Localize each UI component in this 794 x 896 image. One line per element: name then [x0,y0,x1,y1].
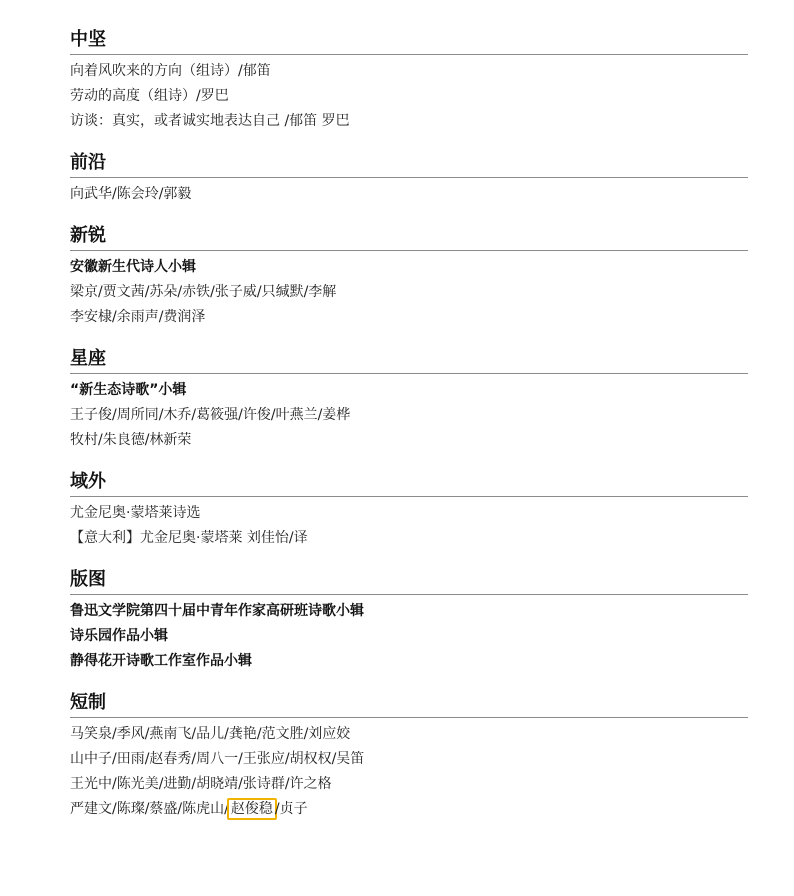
toc-section [70,347,748,453]
toc-entry[interactable]: 梁京/贾文茜/苏朵/赤铁/张子威/只缄默/李解 [70,284,337,300]
subsection-title[interactable]: 静得花开诗歌工作室作品小辑 [70,653,252,669]
entry-text-before: 严建文/陈璨/蔡盛/陈虎山/ [70,801,229,817]
section-heading: 版图 [70,568,748,595]
toc-section [70,151,748,207]
toc-section [70,224,748,330]
toc-section [70,470,748,551]
toc-entry[interactable]: 劳动的高度（组诗）/罗巴 [70,88,229,104]
subsection-title[interactable]: 鲁迅文学院第四十届中青年作家高研班诗歌小辑 [70,603,364,619]
highlighted-name[interactable]: 赵俊稳 [227,798,277,820]
toc-entry[interactable]: 李安棣/余雨声/费润泽 [70,309,206,325]
table-of-contents [70,28,748,839]
toc-entry[interactable]: 访谈：真实，或者诚实地表达自己 /郁笛 罗巴 [70,113,350,129]
section-heading: 星座 [70,347,748,374]
toc-entry[interactable]: 向武华/陈会玲/郭毅 [70,186,192,202]
toc-entry[interactable]: 王光中/陈光美/进勤/胡晓靖/张诗群/许之格 [70,776,332,792]
toc-entry[interactable]: 尤金尼奥·蒙塔莱诗选 [70,505,201,521]
toc-section [70,28,748,134]
entry-text-after: /贞子 [274,801,308,817]
toc-entry[interactable]: 山中子/田雨/赵春秀/周八一/王张应/胡权权/吴笛 [70,751,365,767]
toc-section [70,568,748,674]
toc-entry[interactable]: 王子俊/周所同/木乔/葛筱强/许俊/叶燕兰/姜桦 [70,407,351,423]
toc-entry[interactable]: 牧村/朱良德/林新荣 [70,432,192,448]
section-heading: 新锐 [70,224,748,251]
section-heading: 域外 [70,470,748,497]
section-heading: 短制 [70,691,748,718]
toc-entry[interactable]: 向着风吹来的方向（组诗）/郁笛 [70,63,271,79]
section-heading: 中坚 [70,28,748,55]
section-heading: 前沿 [70,151,748,178]
subsection-title[interactable]: 诗乐园作品小辑 [70,628,168,644]
toc-entry[interactable] [70,797,748,822]
subsection-title[interactable]: “新生态诗歌”小辑 [70,382,187,398]
subsection-title[interactable]: 安徽新生代诗人小辑 [70,259,196,275]
toc-section [70,691,748,822]
toc-entry[interactable]: 马笑泉/季风/燕南飞/品儿/龚艳/范文胜/刘应姣 [70,726,351,742]
toc-entry[interactable]: 【意大利】尤金尼奥·蒙塔莱 刘佳怡/译 [70,530,308,546]
